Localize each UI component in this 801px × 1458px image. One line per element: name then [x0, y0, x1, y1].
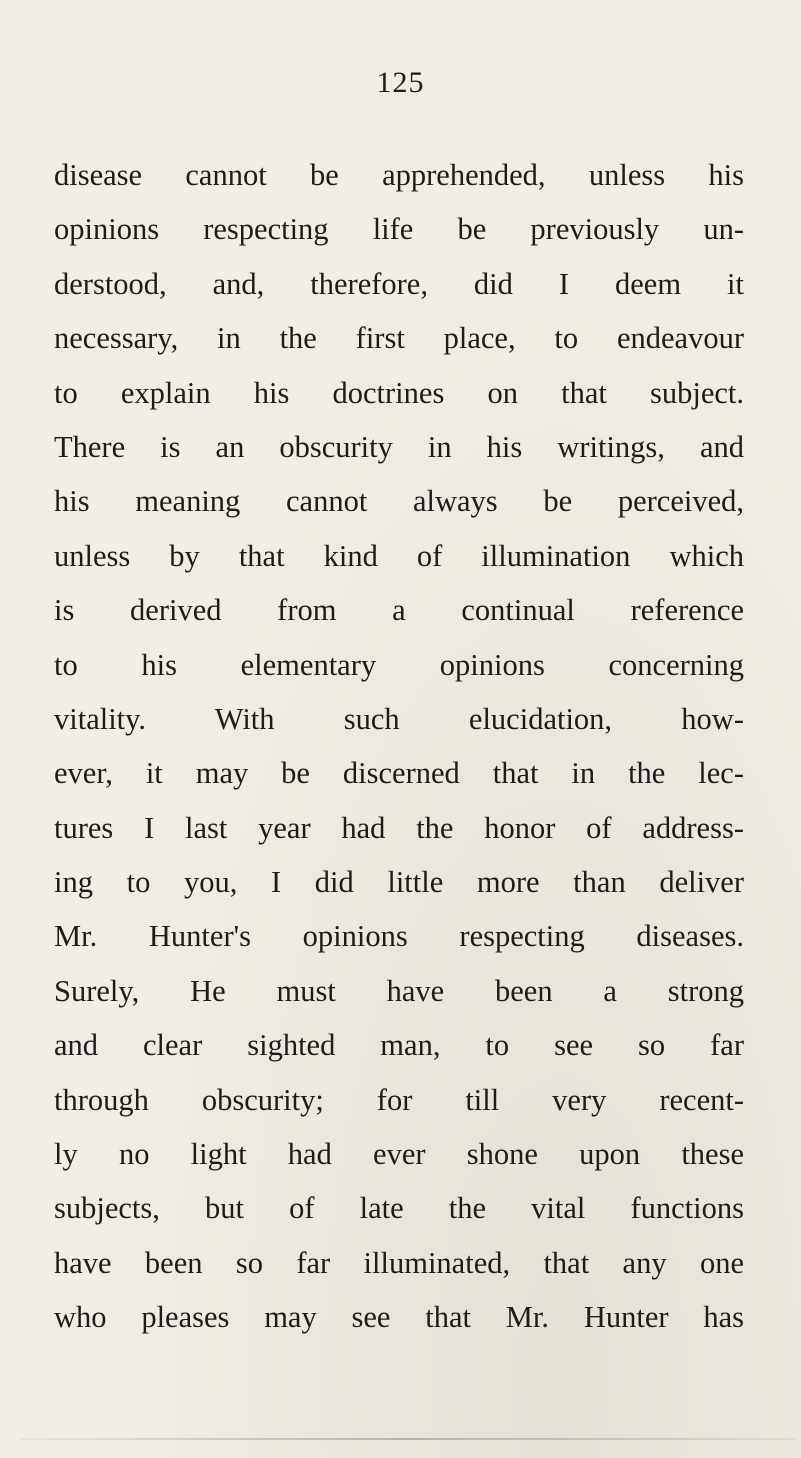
- body-text: [54, 152, 744, 1349]
- text-line: There is an obscurity in his writings, and: [54, 429, 744, 464]
- text-line: to explain his doctrines on that subject.: [54, 375, 744, 410]
- text-line: disease cannot be apprehended, unless his: [54, 158, 744, 192]
- text-line: ly no light had ever shone upon these: [54, 1137, 744, 1172]
- text-line: to his elementary opinions concerning: [54, 647, 744, 682]
- text-line: is derived from a continual reference: [54, 593, 744, 628]
- text-line: opinions respecting life be previously un-: [54, 212, 744, 247]
- page-number: 125: [376, 66, 425, 99]
- text-line: who pleases may see that Mr. Hunter has: [54, 1300, 744, 1335]
- text-line: and clear sighted man, to see so far: [54, 1028, 744, 1063]
- text-line: derstood, and, therefore, did I deem it: [54, 266, 744, 301]
- text-line: subjects, but of late the vital functions: [54, 1191, 744, 1226]
- text-line: vitality. With such elucidation, how-: [54, 701, 744, 736]
- text-line: have been so far illuminated, that any one: [54, 1245, 744, 1280]
- text-line: through obscurity; for till very recent-: [54, 1082, 744, 1117]
- text-line: ing to you, I did little more than deliver: [54, 865, 744, 900]
- page-edge-shadow: [20, 1438, 795, 1440]
- text-line: necessary, in the first place, to endeavour: [54, 321, 744, 356]
- text-line: Mr. Hunter's opinions respecting diseases.: [54, 919, 744, 954]
- text-line: tures I last year had the honor of address-: [54, 810, 744, 845]
- text-line: Surely, He must have been a strong: [54, 973, 744, 1008]
- text-line: ever, it may be discerned that in the lec-: [54, 756, 744, 791]
- text-line: unless by that kind of illumination which: [54, 538, 744, 573]
- text-line: his meaning cannot always be perceived,: [54, 484, 744, 519]
